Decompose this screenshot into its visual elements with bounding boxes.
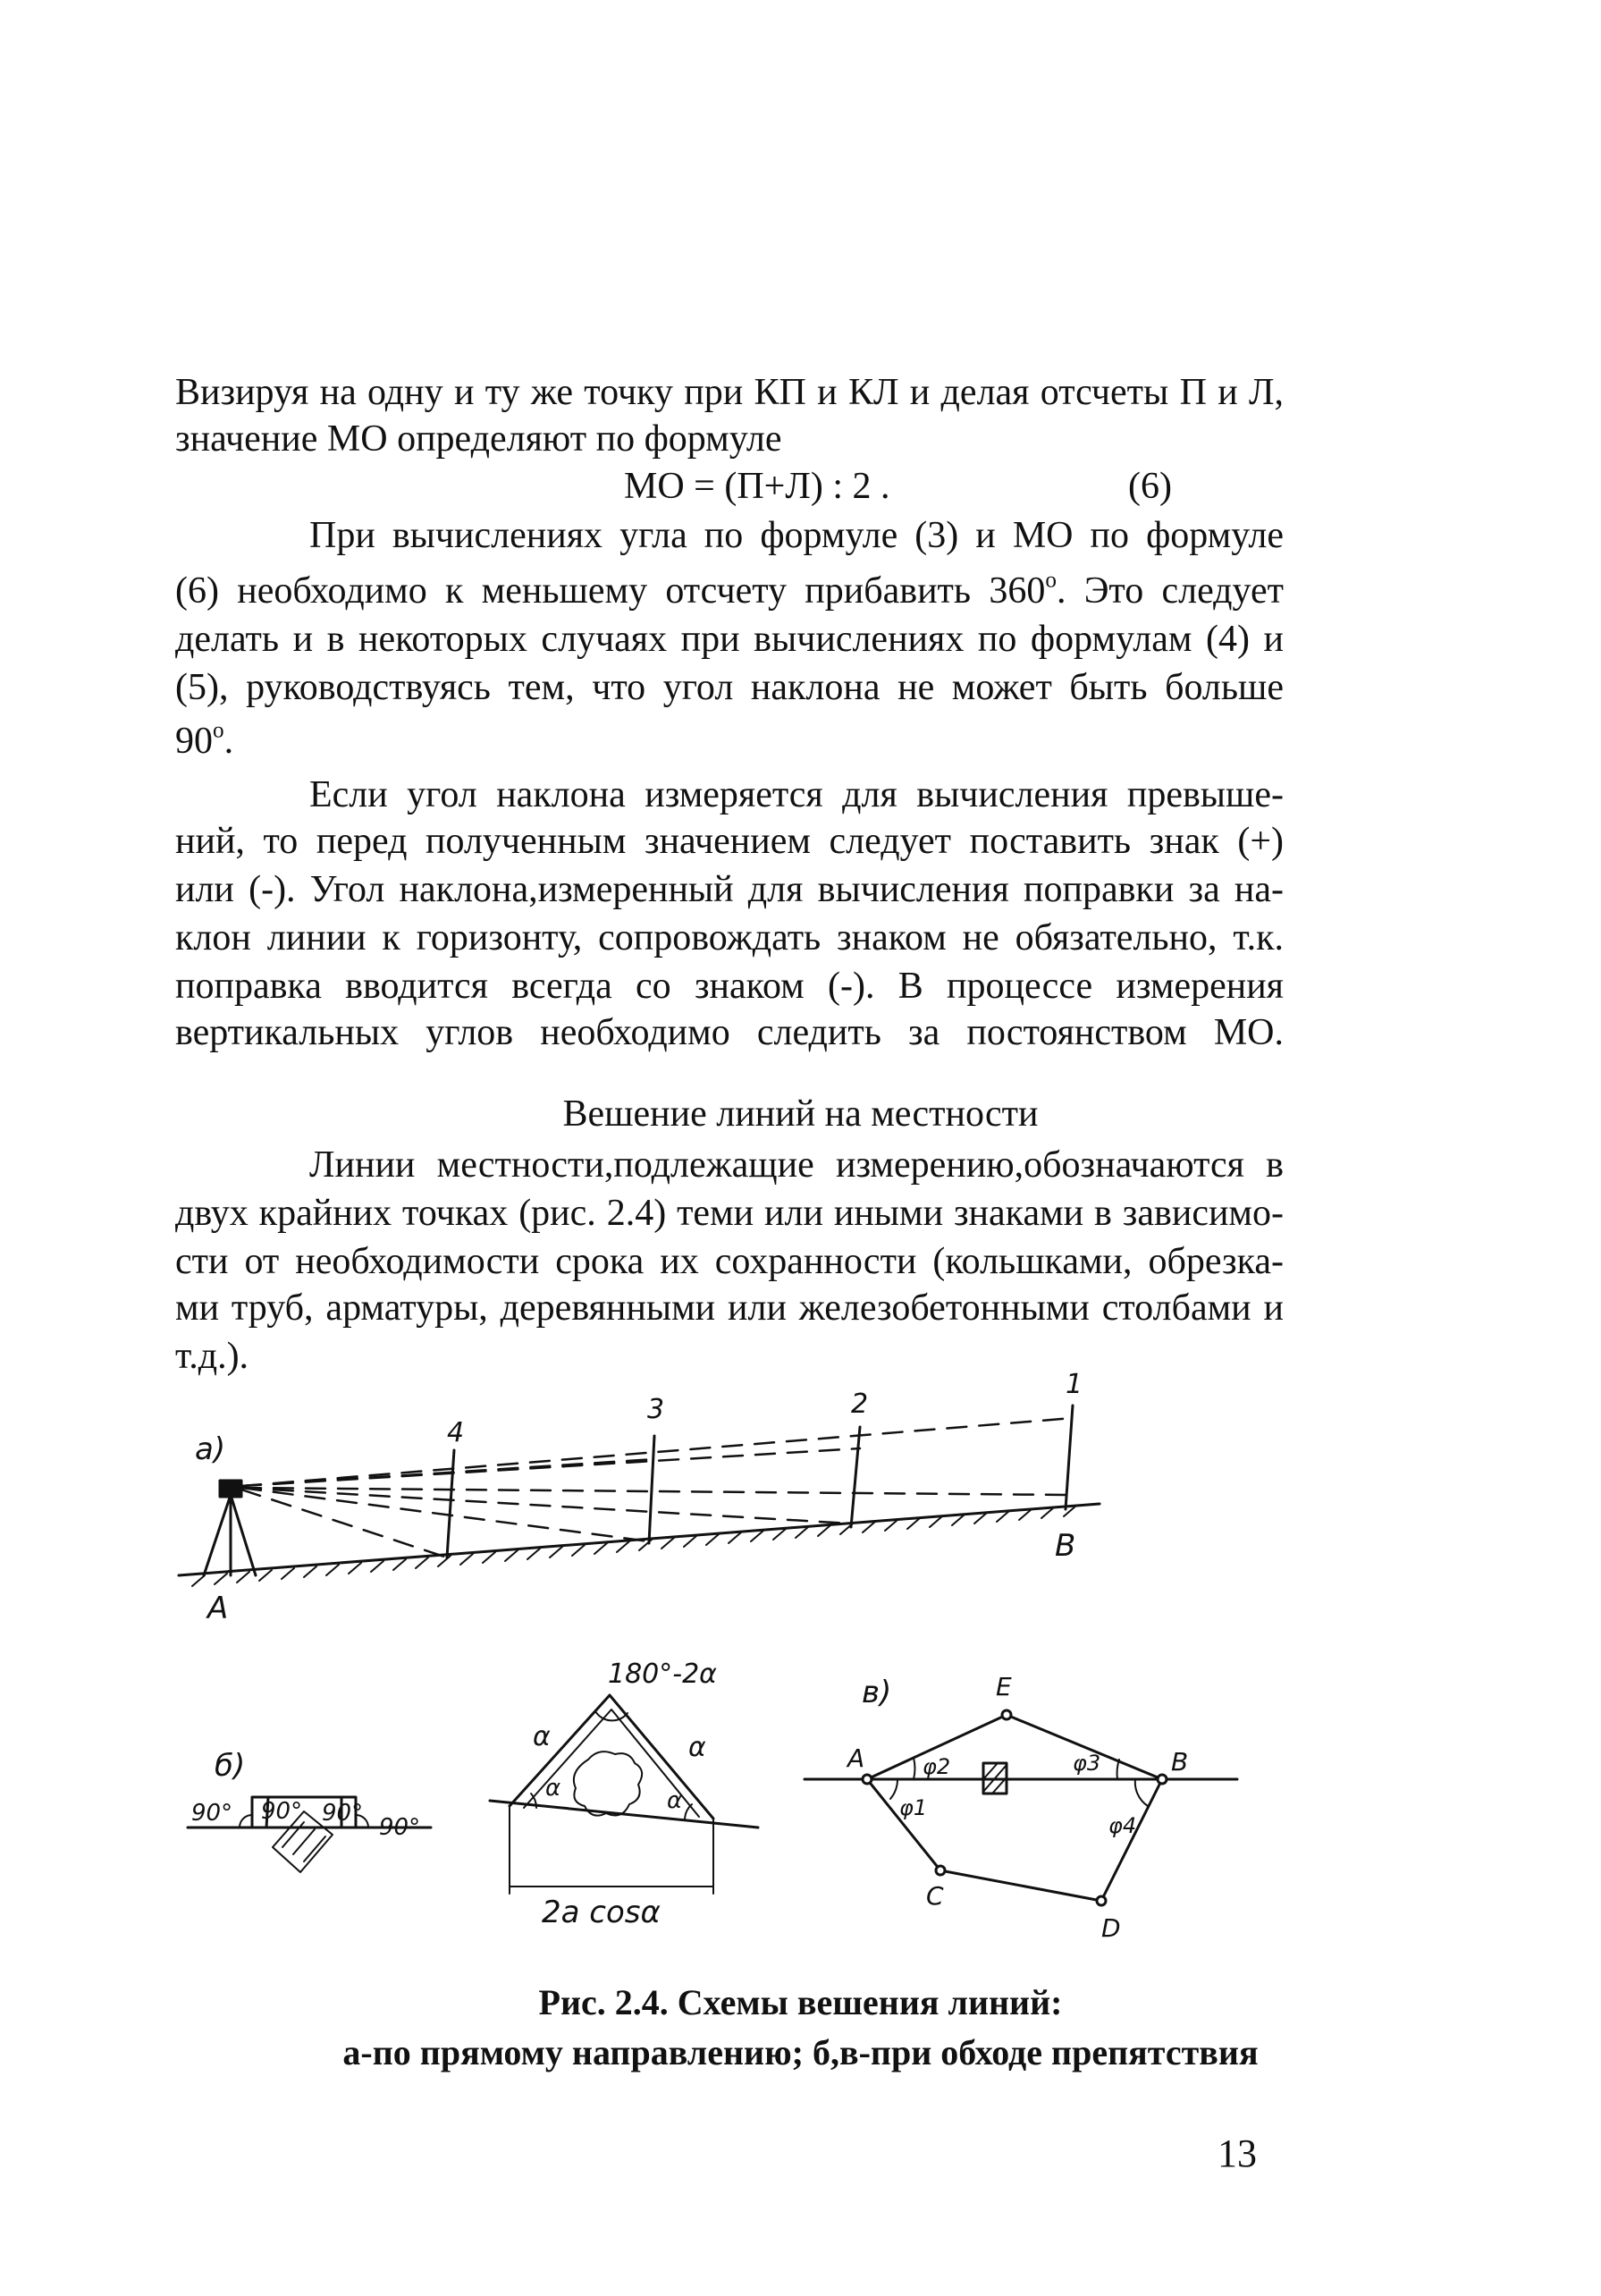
angle-label-phi3: φ3 (1073, 1751, 1101, 1776)
obstacle-blob (574, 1752, 642, 1816)
angle-c-arc-4 (1135, 1779, 1148, 1806)
paragraph-2-line-3: делать и в некоторых случаях при вычислениях по формулам (4) и (175, 619, 1284, 660)
paragraph-4-line-1: Линии местности,подлежащие измерению,обозначаются в (309, 1144, 1284, 1186)
point-d (1097, 1896, 1106, 1905)
paragraph-3-line-4: клон линии к горизонту, сопровождать знаком не обязательно, т.к. (175, 917, 1284, 958)
angle-label-phi4: φ4 (1108, 1813, 1137, 1838)
page-number: 13 (1218, 2131, 1257, 2175)
paragraph-2-line-5-text: 90 (175, 721, 213, 762)
figure-caption-title: Рис. 2.4. Схемы вешения линий: (538, 1982, 1063, 2022)
section-title: Вешение линий на местности (562, 1093, 1039, 1135)
triangle-side-right-label: α (688, 1732, 706, 1763)
paragraph-2-line-1: При вычислениях угла по формуле (3) и МО по формуле (309, 515, 1284, 556)
angle-label-phi2: φ2 (923, 1754, 951, 1779)
ground-hatching (192, 1506, 1076, 1586)
paragraph-4-line-3: сти от необходимости срока их сохранности (кольшками, обрезка- (175, 1241, 1284, 1282)
paragraph-2-line-4: (5), руководствуясь тем, что угол наклона не может быть больше (175, 667, 1284, 708)
paragraph-3-line-1: Если угол наклона измеряется для вычисления превыше- (309, 774, 1284, 815)
stake-label-3: 3 (647, 1394, 665, 1425)
paragraph-2-line-2-tail: . Это следует (1056, 570, 1284, 612)
angle-label-90-4: 90° (379, 1814, 421, 1841)
paragraph-4-line-4: ми труб, арматуры, деревянными или железобетонными столбами и (175, 1287, 1284, 1329)
degree-sign: о (213, 718, 224, 743)
point-label-a: A (207, 1591, 229, 1626)
stake-4 (447, 1450, 454, 1557)
point-label-c-a: A (847, 1743, 865, 1773)
paragraph-1-line-1: Визируя на одну и ту же точку при КП и КЛ и делая отсчеты П и Л, (175, 372, 1284, 413)
paragraph-2-line-5-tail: . (223, 721, 234, 762)
paragraph-3-line-5: поправка вводится всегда со знаком (-). В процессе измерения (175, 966, 1284, 1007)
point-b (1158, 1775, 1167, 1784)
stake-2 (851, 1427, 860, 1527)
point-label-c-b: B (1171, 1747, 1189, 1777)
angle-c-arc-3 (1117, 1760, 1119, 1779)
angle-label-90-3: 90° (322, 1800, 364, 1827)
degree-sign: о (1045, 568, 1057, 593)
triangle-angle-left-label: α (545, 1775, 561, 1802)
paragraph-2-line-2-text: (6) необходимо к меньшему отсчету прибавить 360 (175, 570, 1046, 612)
tripod (204, 1495, 256, 1575)
figure-part-a (179, 1405, 1100, 1586)
paragraph-3-line-6: вертикальных углов необходимо следить за постоянством МО. (175, 1012, 1284, 1053)
stake-3 (649, 1436, 654, 1543)
stake-label-2: 2 (851, 1389, 869, 1420)
angle-label-90-1: 90° (191, 1800, 233, 1827)
angle-arc-1 (240, 1815, 252, 1828)
formula-number: (6) (1128, 466, 1172, 507)
figure-caption-subtitle: а-по прямому направлению; б,в-при обходе препятствия (342, 2032, 1259, 2072)
point-a (863, 1775, 872, 1784)
triangle-sides (510, 1695, 713, 1819)
paragraph-3-line-2: ний, то перед полученным значением следует поставить знак (+) (175, 821, 1284, 862)
triangle-base-line (490, 1801, 758, 1828)
label-part-c: в) (862, 1675, 892, 1710)
point-label-c-e: E (996, 1672, 1012, 1701)
paragraph-4-line-5: т.д.). (175, 1336, 249, 1377)
instrument-body (220, 1481, 241, 1497)
stake-1 (1066, 1405, 1073, 1509)
sight-lines (241, 1418, 1073, 1557)
angle-label-phi1: φ1 (899, 1795, 928, 1820)
point-label-b: B (1055, 1528, 1076, 1564)
stake-label-4: 4 (447, 1417, 465, 1448)
triangle-angle-right-label: α (667, 1787, 683, 1814)
stake-label-1: 1 (1066, 1369, 1083, 1400)
angle-c-arc-1 (890, 1779, 897, 1799)
point-label-c-d: D (1101, 1913, 1121, 1943)
point-label-c-c: C (926, 1881, 944, 1911)
angle-label-90-2: 90° (261, 1798, 303, 1825)
triangle-top-label: 180°-2α (608, 1659, 717, 1690)
figure-part-c (805, 1710, 1237, 1905)
paragraph-4-line-2: двух крайних точках (рис. 2.4) теми или иными знаками в зависимо- (175, 1193, 1284, 1234)
point-e (1002, 1710, 1011, 1719)
label-part-a: а) (195, 1431, 226, 1467)
triangle-base-label: 2a cosα (542, 1895, 661, 1930)
paragraph-3-line-3: или (-). Угол наклона,измеренный для вычисления поправки за на- (175, 869, 1284, 910)
paragraph-1-line-2: значение МО определяют по формуле (175, 418, 782, 460)
point-c (936, 1866, 945, 1875)
triangle-side-left-label: α (533, 1721, 551, 1752)
label-part-b: б) (215, 1748, 246, 1784)
formula-expression: МО = (П+Л) : 2 . (624, 466, 890, 507)
